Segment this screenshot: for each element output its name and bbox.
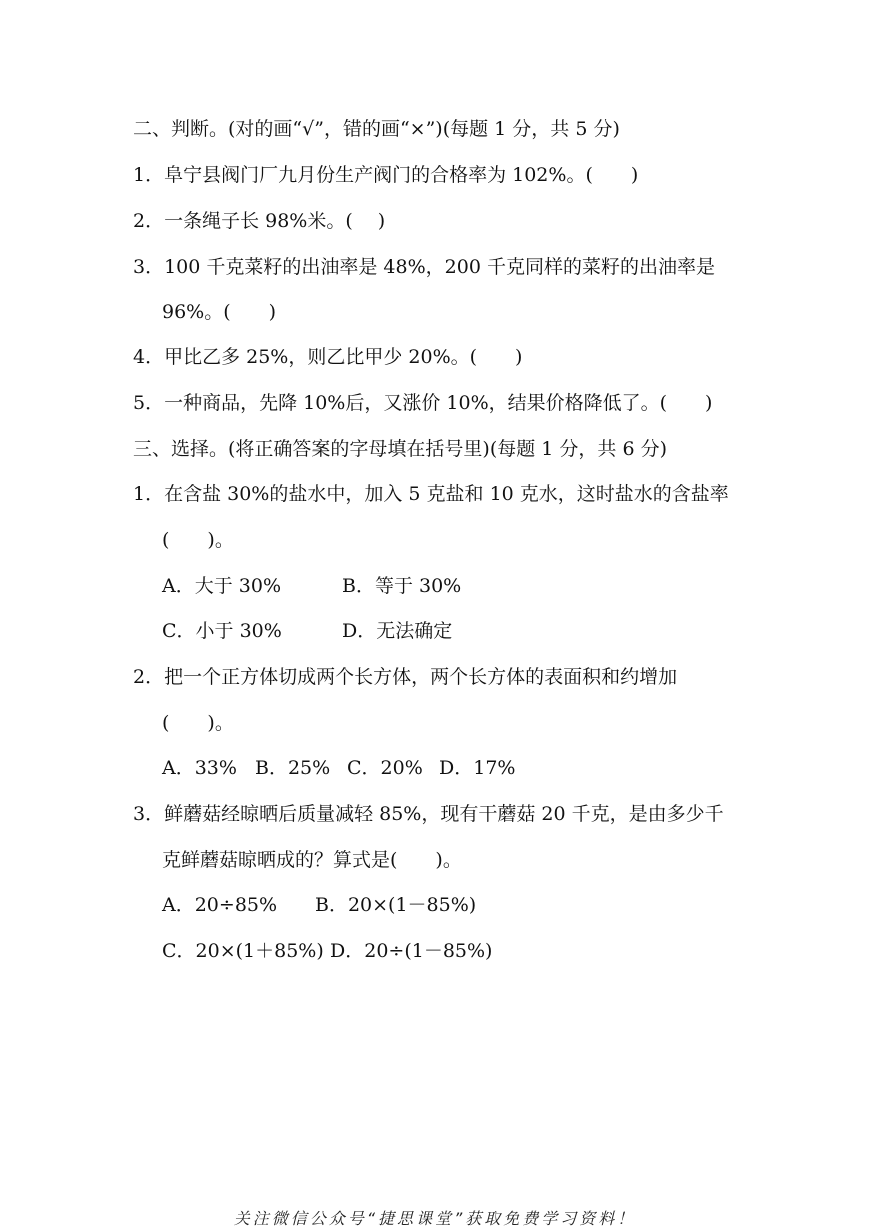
choice-question-2-blank: ( )。 [162,712,234,734]
judge-question-3-continuation: 96%。( ) [162,301,277,323]
option-d: D．无法确定 [342,620,453,642]
judge-question-1: 1．阜宁县阀门厂九月份生产阀门的合格率为 102%。( ) [133,164,639,186]
choice-question-3-continuation: 克鲜蘑菇晾晒成的？算式是( )。 [162,849,462,871]
section-2-heading: 二、判断。(对的画“√”，错的画“×”)(每题 1 分，共 5 分) [133,118,620,140]
option-c: C．20% [347,757,423,779]
choice-question-1: 1．在含盐 30%的盐水中，加入 5 克盐和 10 克水，这时盐水的含盐率 [133,483,729,505]
section-3-heading: 三、选择。(将正确答案的字母填在括号里)(每题 1 分，共 6 分) [133,438,667,460]
choice-question-3-options-row-2 [162,939,492,963]
option-b: B．20×(1－85%) [315,894,477,916]
option-c: C．20×(1＋85%) [162,940,324,962]
footer-note: 关注微信公众号“捷思课堂”获取免费学习资料！ [233,1209,637,1228]
option-a: A．33% [162,757,237,779]
option-b: B．25% [255,757,331,779]
option-a: A．大于 30% [162,575,281,597]
choice-question-1-blank: ( )。 [162,529,234,551]
option-d: D．20÷(1－85%) [330,940,493,962]
choice-question-1-options-row-1 [162,574,461,598]
choice-question-3-options-row-1 [162,893,476,917]
option-a: A．20÷85% [162,894,278,916]
option-b: B．等于 30% [342,575,462,597]
judge-question-3: 3．100 千克菜籽的出油率是 48%，200 千克同样的菜籽的出油率是 [133,256,715,278]
option-c: C．小于 30% [162,620,282,642]
option-d: D．17% [439,757,516,779]
choice-question-2: 2．把一个正方体切成两个长方体，两个长方体的表面积和约增加 [133,666,678,688]
judge-question-4: 4．甲比乙多 25%，则乙比甲少 20%。( ) [133,346,523,368]
choice-question-2-options-row [162,756,515,780]
choice-question-3: 3．鲜蘑菇经晾晒后质量减轻 85%，现有干蘑菇 20 千克，是由多少千 [133,803,724,825]
judge-question-2: 2．一条绳子长 98%米。( ) [133,210,386,232]
choice-question-1-options-row-2 [162,619,452,643]
judge-question-5: 5．一种商品，先降 10%后，又涨价 10%，结果价格降低了。( ) [133,392,713,414]
